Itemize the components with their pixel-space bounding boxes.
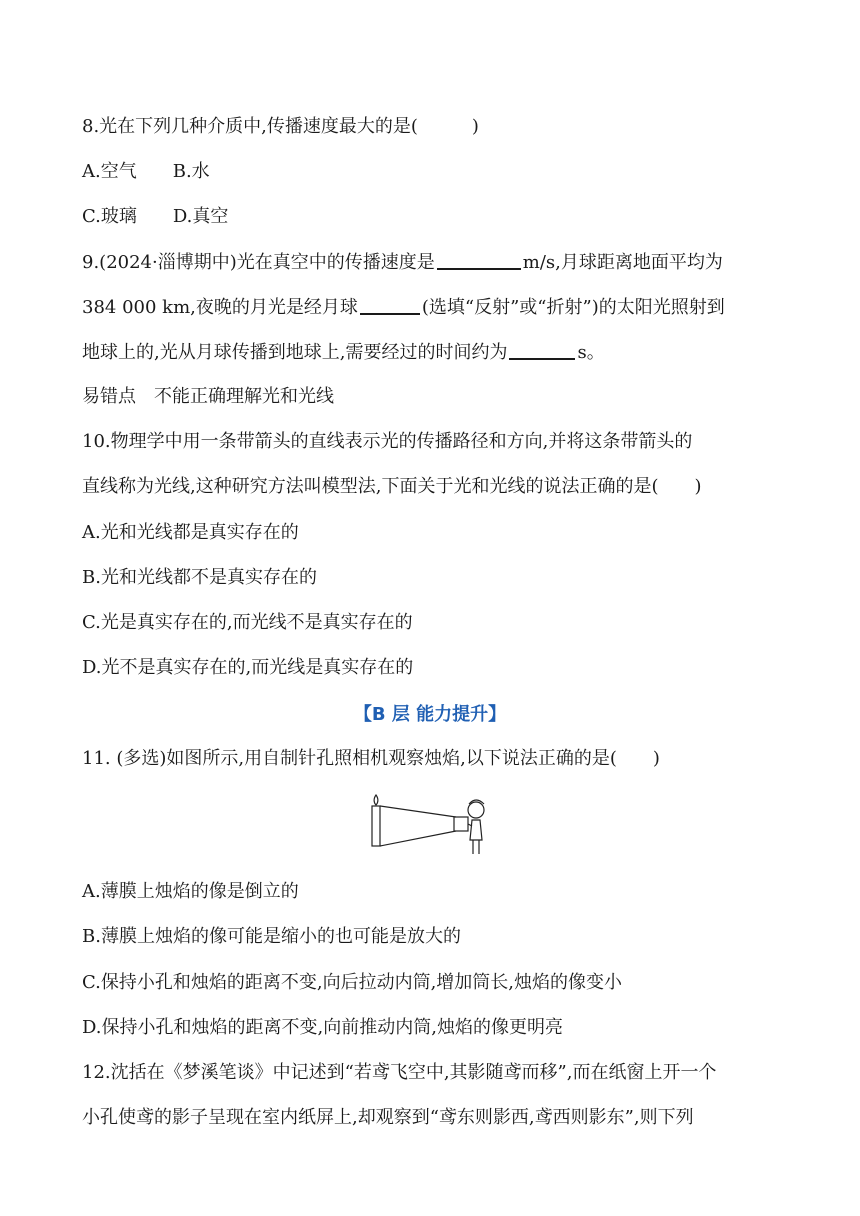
q11-stem: 11. (多选)如图所示,用自制针孔照相机观察烛焰,以下说法正确的是( )	[82, 748, 660, 769]
q12-stem-line-2: 小孔使鸢的影子呈现在室内纸屏上,却观察到“鸢东则影西,鸢西则影东”,则下列	[82, 1107, 694, 1128]
candle-shape	[372, 806, 380, 846]
q9-text-5: 地球上的,光从月球传播到地球上,需要经过的时间约为	[82, 342, 508, 363]
q10-stem-line-2: 直线称为光线,这种研究方法叫模型法,下面关于光和光线的说法正确的是( )	[82, 476, 702, 497]
q10-option-b: B.光和光线都不是真实存在的	[82, 567, 317, 588]
q9-blank-reflect[interactable]	[360, 295, 420, 315]
candle-flame	[374, 795, 378, 805]
q12-stem-line-1: 12.沈括在《梦溪笔谈》中记述到“若鸢飞空中,其影随鸢而移”,而在纸窗上开一个	[82, 1062, 717, 1083]
q9-text-4: (选填“反射”或“折射”)的太阳光照射到	[421, 297, 725, 318]
q10-option-d: D.光不是真实存在的,而光线是真实存在的	[82, 657, 414, 678]
q11-option-c: C.保持小孔和烛焰的距离不变,向后拉动内筒,增加筒长,烛焰的像变小	[82, 972, 623, 993]
q9-line-3	[82, 338, 800, 368]
pinhole-camera-figure	[368, 790, 492, 856]
q8-options-cd: C.玻璃 D.真空	[82, 206, 229, 227]
q8-stem: 8.光在下列几种介质中,传播速度最大的是( )	[82, 116, 479, 137]
q9-text-3: 384 000 km,夜晚的月光是经月球	[82, 297, 358, 318]
q11-option-b: B.薄膜上烛焰的像可能是缩小的也可能是放大的	[82, 926, 461, 947]
q9-blank-time[interactable]	[509, 340, 575, 360]
q9-text-1: 9.(2024·淄博期中)光在真空中的传播速度是	[82, 252, 435, 273]
q9-text-6: s。	[577, 342, 605, 363]
q9-blank-speed[interactable]	[437, 250, 521, 270]
q10-option-a: A.光和光线都是真实存在的	[82, 522, 299, 543]
q10-option-c: C.光是真实存在的,而光线不是真实存在的	[82, 612, 413, 633]
error-point-label: 易错点 不能正确理解光和光线	[82, 386, 334, 407]
q9-line-1	[82, 248, 800, 278]
q9-text-2: m/s,月球距离地面平均为	[522, 252, 723, 273]
q11-option-d: D.保持小孔和烛焰的距离不变,向前推动内筒,烛焰的像更明亮	[82, 1017, 563, 1038]
q11-option-a: A.薄膜上烛焰的像是倒立的	[82, 881, 299, 902]
section-heading-b: 【B 层 能力提升】	[353, 704, 507, 725]
q8-options-ab: A.空气 B.水	[82, 161, 210, 182]
q10-stem-line-1: 10.物理学中用一条带箭头的直线表示光的传播路径和方向,并将这条带箭头的	[82, 431, 693, 452]
q9-line-2	[82, 293, 800, 323]
